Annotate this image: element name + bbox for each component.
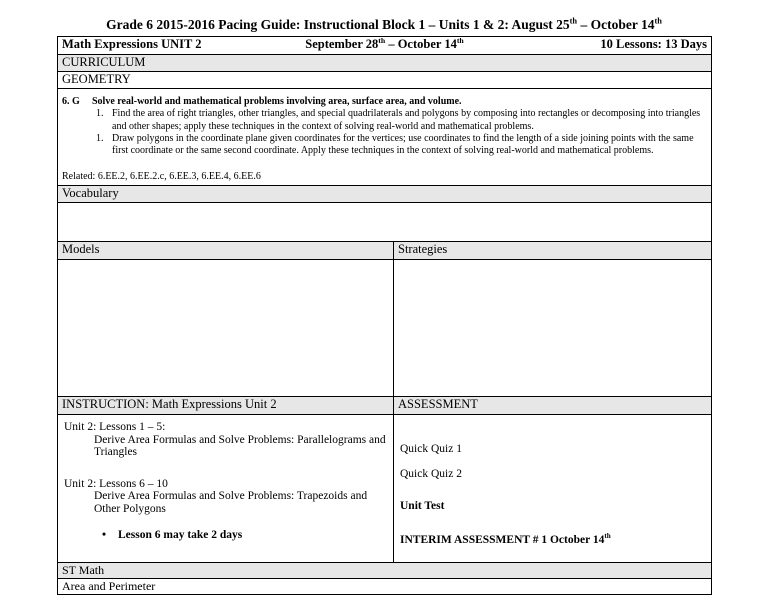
- standard-item-1: [96, 108, 703, 133]
- pacing-guide-table: [57, 36, 712, 595]
- standard-item-2-number: 1.: [96, 133, 104, 145]
- instruction-assessment-header-row: [58, 397, 712, 415]
- date-range-end: – October 14: [385, 36, 457, 51]
- vocabulary-header: Vocabulary: [58, 186, 712, 203]
- standards-block: [58, 88, 712, 185]
- st-math-topic: Area and Perimeter: [58, 579, 712, 595]
- interim-superscript: th: [604, 532, 611, 541]
- st-math-header: ST Math: [58, 563, 712, 579]
- assessment-header: ASSESSMENT: [394, 397, 712, 415]
- models-strategies-header-row: [58, 242, 712, 260]
- subject-geometry: GEOMETRY: [58, 71, 712, 88]
- document-title-text: Grade 6 2015-2016 Pacing Guide: Instructional Block 1 – Units 1 & 2: August 25: [106, 17, 570, 32]
- quick-quiz-1: Quick Quiz 1: [400, 443, 462, 456]
- instruction-note: [102, 529, 387, 542]
- instruction-header: INSTRUCTION: Math Expressions Unit 2: [58, 397, 394, 415]
- title-superscript-2: th: [654, 16, 662, 26]
- curriculum-section-header: CURRICULUM: [58, 54, 712, 71]
- standards-row: [58, 88, 712, 185]
- models-strategies-space-row: [58, 260, 712, 397]
- instruction-block1-title: Unit 2: Lessons 1 – 5:: [64, 421, 166, 434]
- related-standards: Related: 6.EE.2, 6.EE.2.c, 6.EE.3, 6.EE.4, 6.EE.6: [62, 170, 261, 182]
- date-superscript-1: th: [378, 36, 386, 45]
- instruction-block1-desc: Derive Area Formulas and Solve Problems: Parallelograms and Triangles: [94, 433, 386, 459]
- strategies-header: Strategies: [394, 242, 712, 260]
- models-space: [58, 260, 394, 397]
- strategies-space: [394, 260, 712, 397]
- standard-code: 6. G: [62, 95, 80, 107]
- standard-item-1-number: 1.: [96, 108, 104, 120]
- date-range-start: September 28: [305, 36, 379, 51]
- assessment-content: [394, 415, 712, 563]
- instruction-block2-title: Unit 2: Lessons 6 – 10: [64, 477, 168, 490]
- vocabulary-space: [58, 203, 712, 242]
- st-math-header-row: [58, 563, 712, 579]
- unit-header-cell: [58, 36, 712, 54]
- st-math-topic-row: [58, 579, 712, 595]
- document-title-text-2: – October 14: [577, 17, 655, 32]
- vocabulary-header-row: [58, 186, 712, 203]
- standard-title: Solve real-world and mathematical problems involving area, surface area, and volume.: [92, 95, 462, 107]
- unit-test: Unit Test: [400, 500, 445, 513]
- standard-item-1-text: Find the area of right triangles, other triangles, and special quadrilaterals and polygons by composing into rectangles or decomposing into triangles and other shapes; apply these techniques in the context of solving real-world and mathematical problems.: [112, 108, 701, 132]
- instruction-content: [58, 415, 394, 563]
- curriculum-header-row: [58, 54, 712, 71]
- unit-header-row: [58, 36, 712, 54]
- bullet-icon: •: [102, 529, 107, 542]
- interim-assessment-text: INTERIM ASSESSMENT # 1 October 14: [400, 534, 605, 547]
- standard-item-2: [96, 133, 703, 158]
- standard-item-2-text: Draw polygons in the coordinate plane given coordinates for the vertices; use coordinates to find the length of a side joining points with the same first coordinate or the same second coordinate. Apply these techniques in the context of solving real-world and mathematical problems.: [112, 133, 694, 157]
- subject-row: [58, 71, 712, 88]
- instruction-block2-desc: Derive Area Formulas and Solve Problems: Trapezoids and Other Polygons: [94, 490, 368, 515]
- title-superscript-1: th: [569, 16, 578, 26]
- instruction-assessment-content-row: [58, 415, 712, 563]
- models-header: Models: [58, 242, 394, 260]
- date-superscript-2: th: [456, 36, 464, 45]
- interim-assessment: [400, 534, 705, 547]
- standard-heading: [62, 96, 703, 108]
- instruction-note-text: Lesson 6 may take 2 days: [118, 529, 243, 542]
- document-title: [0, 0, 768, 33]
- date-range: [277, 37, 492, 53]
- unit-name: Math Expressions UNIT 2: [62, 36, 202, 51]
- vocabulary-space-row: [58, 203, 712, 242]
- lesson-count: 10 Lessons: 13 Days: [600, 36, 707, 51]
- quick-quiz-2: Quick Quiz 2: [400, 468, 462, 481]
